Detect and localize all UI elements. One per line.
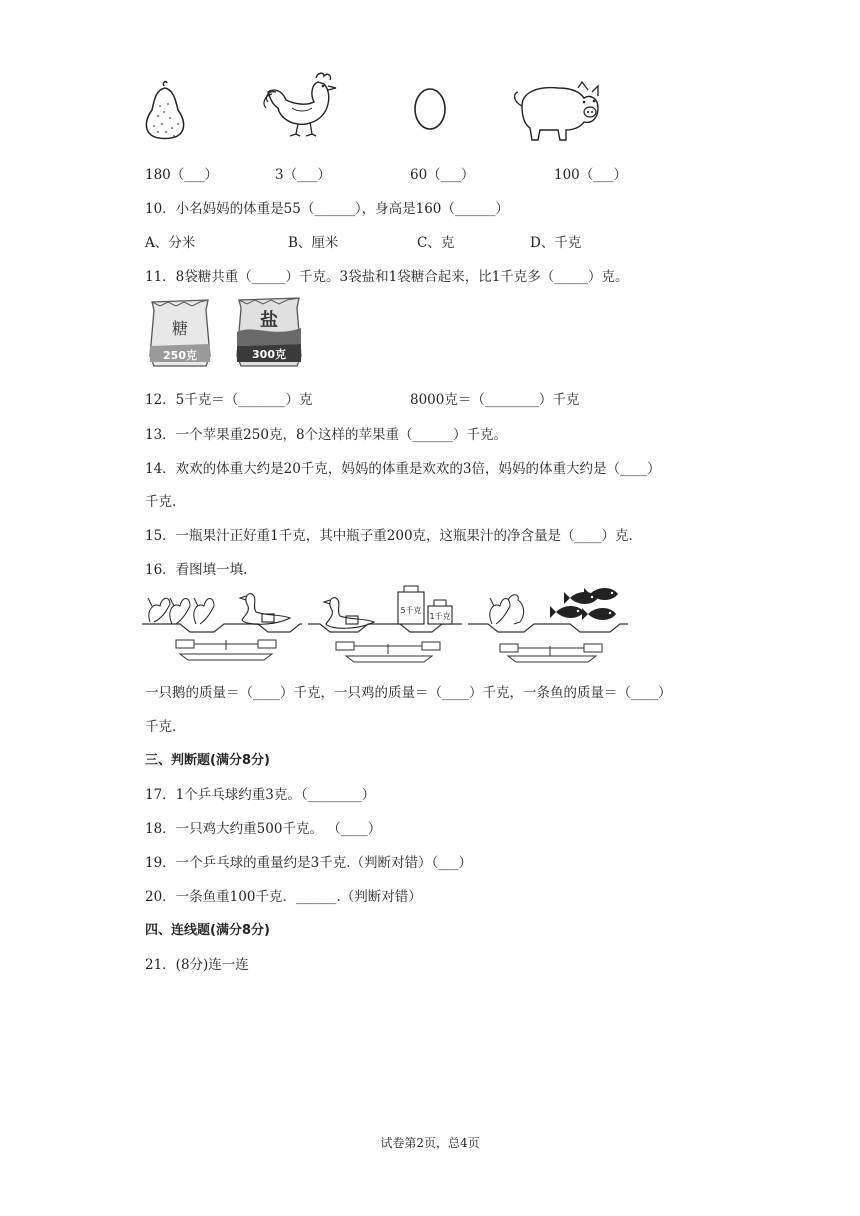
question-17: 17．1个乒乓球约重3克。（________） bbox=[145, 787, 376, 803]
question-18: 18．一只鸡大约重500千克。 （____） bbox=[145, 821, 382, 837]
question-11: 11．8袋糖共重（_____）千克。3袋盐和1袋糖合起来，比1千克多（_____）克。 bbox=[145, 269, 629, 285]
question-12-part1: 12．5千克＝（_______）克 bbox=[145, 392, 313, 408]
sugar-bag-char: 糖 bbox=[171, 319, 189, 338]
scale-chickens-vs-goose bbox=[142, 594, 302, 660]
animal-label-egg: 60（___） bbox=[410, 167, 475, 183]
rooster-image bbox=[258, 70, 348, 140]
weight-1kg-label: 1千克 bbox=[429, 612, 451, 621]
question-15: 15．一瓶果汁正好重1千克，其中瓶子重200克，这瓶果汁的净含量是（____）克. bbox=[145, 528, 633, 544]
question-16-answer-line2: 千克. bbox=[145, 719, 177, 735]
egg-image bbox=[410, 86, 450, 132]
question-16-answer-line1: 一只鹅的质量＝（____）千克，一只鸡的质量＝（____）千克，一条鱼的质量＝（____） bbox=[145, 685, 672, 701]
sugar-bag-image bbox=[146, 296, 214, 370]
q10-option-d: D、千克 bbox=[530, 235, 582, 251]
question-10: 10．小名妈妈的体重是55（______），身高是160（______） bbox=[145, 201, 509, 217]
animal-label-pig: 100（___） bbox=[554, 167, 628, 183]
pear-image bbox=[140, 80, 190, 140]
question-20: 20．一条鱼重100千克．______.（判断对错） bbox=[145, 889, 422, 905]
question-21: 21．(8分)连一连 bbox=[145, 957, 249, 973]
question-13: 13．一个苹果重250克，8个这样的苹果重（______）千克。 bbox=[145, 427, 508, 443]
salt-bag-image bbox=[233, 294, 305, 370]
sugar-bag-weight: 250克 bbox=[163, 349, 197, 362]
animal-label-pear: 180（___） bbox=[145, 167, 219, 183]
section-3-title: 三、判断题(满分8分) bbox=[145, 753, 270, 768]
salt-bag-weight: 300克 bbox=[252, 348, 286, 361]
animal-label-rooster: 3（___） bbox=[275, 167, 331, 183]
q10-option-a: A、分米 bbox=[145, 235, 196, 251]
salt-bag-char: 盐 bbox=[260, 310, 278, 331]
scale-goose-vs-weights bbox=[308, 586, 462, 662]
section-4-title: 四、连线题(满分8分) bbox=[145, 923, 270, 938]
question-14-line2: 千克. bbox=[145, 494, 177, 510]
balance-scales-image bbox=[140, 584, 630, 664]
weight-5kg-label: 5千克 bbox=[400, 606, 422, 615]
page-footer: 试卷第2页，总4页 bbox=[380, 1136, 480, 1150]
question-16: 16．看图填一填. bbox=[145, 562, 248, 578]
q10-option-c: C、克 bbox=[417, 235, 455, 251]
q10-option-b: B、厘米 bbox=[288, 235, 339, 251]
question-14-line1: 14．欢欢的体重大约是20千克，妈妈的体重是欢欢的3倍，妈妈的体重大约是（____） bbox=[145, 461, 661, 477]
question-19: 19．一个乒乓球的重量约是3千克.（判断对错）（___） bbox=[145, 855, 473, 871]
question-12-part2: 8000克＝（________）千克 bbox=[410, 392, 580, 408]
scale-chicken-vs-fish bbox=[468, 588, 628, 662]
pig-image bbox=[508, 76, 608, 146]
